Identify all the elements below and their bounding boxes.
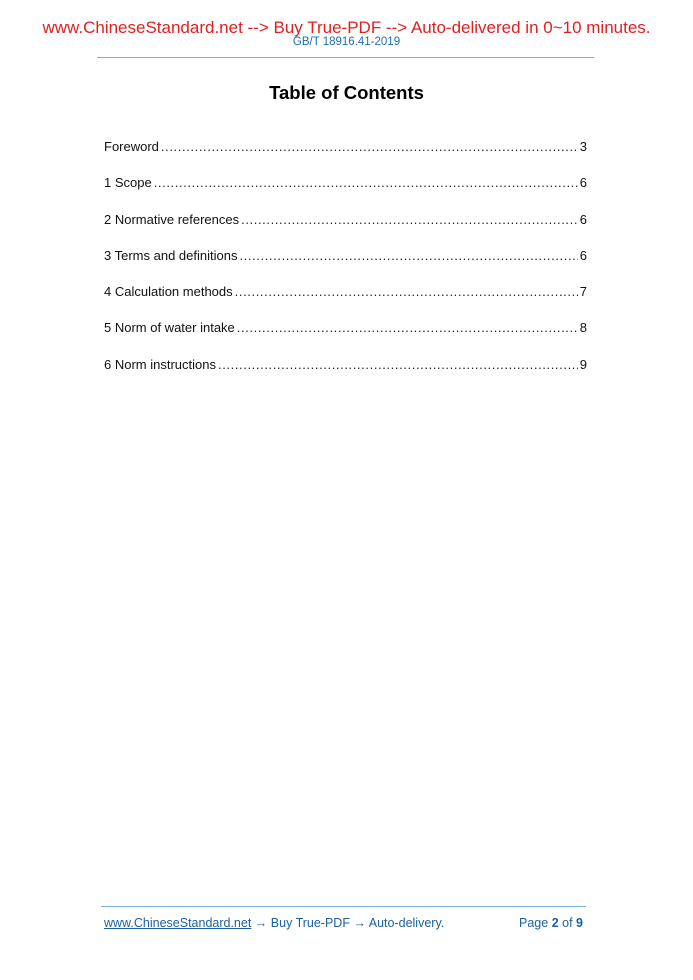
toc-entry-label: 1 Scope [104, 175, 152, 191]
promo-banner[interactable]: www.ChineseStandard.net --> Buy True-PDF --> Auto-delivered in 0~10 minutes. [42, 18, 651, 37]
toc-entry-page: 3 [579, 139, 587, 154]
toc-entry-normative-references[interactable] [104, 212, 587, 248]
of-word: of [562, 916, 573, 930]
toc-entry-norm-of-water-intake[interactable] [104, 320, 587, 356]
header-divider [97, 57, 594, 58]
total-page-number: 9 [576, 916, 583, 930]
toc-entry-label: 5 Norm of water intake [104, 320, 235, 336]
toc-entry-page: 6 [579, 175, 587, 191]
page-word: Page [519, 916, 549, 930]
toc-entry-page: 6 [579, 247, 587, 263]
arrow-icon: → [353, 916, 366, 930]
toc-entry-terms-and-definitions[interactable] [104, 248, 587, 284]
current-page-number: 2 [551, 916, 559, 930]
toc-entry-label: 6 Norm instructions [104, 356, 216, 372]
toc-entry-calculation-methods[interactable] [104, 284, 587, 320]
footer-buy-text: Buy True-PDF [270, 916, 350, 930]
dot-leader [241, 212, 578, 227]
document-code: GB/T 18916.41-2019 [292, 36, 401, 48]
page-footer [104, 916, 583, 930]
toc-entry-label: 2 Normative references [104, 211, 240, 227]
toc-entry-label: 4 Calculation methods [104, 284, 233, 300]
dot-leader [218, 357, 578, 372]
dot-leader [237, 320, 578, 335]
table-of-contents [104, 139, 587, 393]
toc-title: Table of Contents [269, 82, 424, 103]
toc-entry-page: 7 [579, 284, 587, 300]
toc-entry-label: Foreword [104, 139, 159, 154]
page-indicator [519, 916, 583, 930]
dot-leader [161, 139, 578, 154]
dot-leader [235, 284, 578, 299]
footer-promo [104, 916, 444, 930]
toc-entry-scope[interactable] [104, 175, 587, 211]
dot-leader [239, 248, 577, 263]
toc-entry-page: 6 [579, 211, 587, 227]
toc-entry-page: 9 [579, 356, 587, 372]
footer-divider [101, 906, 586, 907]
toc-entry-page: 8 [579, 320, 587, 336]
arrow-icon: → [254, 916, 268, 930]
toc-entry-foreword[interactable] [104, 139, 587, 175]
dot-leader [154, 175, 578, 190]
toc-entry-norm-instructions[interactable] [104, 357, 587, 393]
footer-site-link[interactable]: www.ChineseStandard.net [104, 916, 252, 930]
footer-delivery-text: Auto-delivery. [368, 916, 445, 930]
toc-entry-label: 3 Terms and definitions [104, 247, 238, 263]
